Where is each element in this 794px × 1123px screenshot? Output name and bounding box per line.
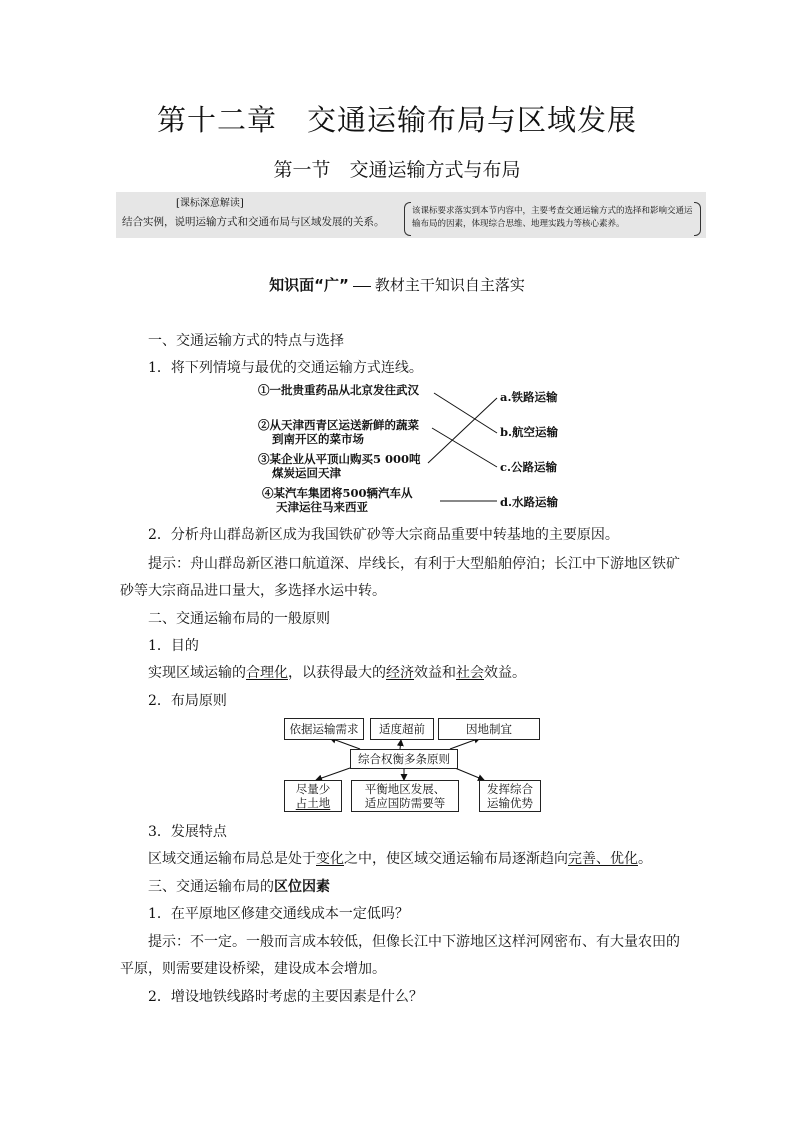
part2-subheading-2: 2．布局原则 bbox=[148, 693, 227, 709]
part1-question-1: 1．将下列情境与最优的交通运输方式连线。 bbox=[148, 360, 423, 376]
knowledge-header-rest: 教材主干知识自主落实 bbox=[374, 276, 525, 294]
matching-left-item: ①一批贵重药品从北京发往武汉 bbox=[258, 383, 419, 397]
section-title: 第一节 交通运输方式与布局 bbox=[273, 159, 521, 181]
matching-right-item: d.水路运输 bbox=[500, 495, 559, 509]
part1-hint-line-2: 砂等大宗商品进口量大，多选择水运中转。 bbox=[120, 583, 386, 599]
part2-heading: 二、交通运输布局的一般原则 bbox=[148, 611, 330, 627]
blank-answer: 完善、优化 bbox=[568, 851, 638, 867]
principle-box: 因地制宜 bbox=[438, 718, 540, 740]
chapter-title: 第十二章 交通运输布局与区域发展 bbox=[156, 103, 637, 137]
principle-box: 发挥综合 运输优势 bbox=[479, 780, 541, 812]
part3-heading: 三、交通运输布局的区位因素 bbox=[148, 879, 330, 895]
part3-question-2: 2．增设地铁线路时考虑的主要因素是什么？ bbox=[148, 989, 423, 1005]
principle-box: 依据运输需求 bbox=[284, 718, 364, 740]
principle-box: 尽量少 占土地 bbox=[284, 780, 342, 812]
part2-subheading-3: 3．发展特点 bbox=[148, 824, 227, 840]
part3-question-1: 1．在平原地区修建交通线成本一定低吗？ bbox=[148, 906, 409, 922]
standard-tag: [课标深意解读] bbox=[176, 198, 244, 209]
knowledge-header-bold: 知识面“广” bbox=[269, 276, 349, 294]
standard-text: 结合实例，说明运输方式和交通布局与区域发展的关系。 bbox=[122, 216, 385, 228]
matching-left-item: ④某汽车集团将500辆汽车从 天津运往马来西亚 bbox=[262, 486, 413, 514]
matching-right-item: b.航空运输 bbox=[500, 425, 559, 439]
principle-box: 平衡地区发展、 适应国防需要等 bbox=[351, 780, 459, 812]
principle-box: 适度超前 bbox=[370, 718, 434, 740]
blank-answer: 合理化 bbox=[246, 665, 288, 681]
part1-hint-line-1: 提示：舟山群岛新区港口航道深、岸线长，有利于大型船舶停泊；长江中下游地区铁矿 bbox=[148, 556, 680, 572]
blank-answer: 经济 bbox=[386, 665, 414, 681]
matching-left-item: ③某企业从平顶山购买5 000吨 煤炭运回天津 bbox=[258, 452, 421, 480]
principle-center-box: 综合权衡多条原则 bbox=[350, 749, 458, 769]
part3-hint-line-2: 平原，则需要建设桥梁，建设成本会增加。 bbox=[120, 961, 386, 977]
part1-question-2: 2．分析舟山群岛新区成为我国铁矿砂等大宗商品重要中转基地的主要原因。 bbox=[148, 527, 619, 543]
part2-feature: 区域交通运输布局总是处于变化之中，使区域交通运输布局逐渐趋向完善、优化。 bbox=[148, 851, 652, 867]
matching-left-item: ②从天津西青区运送新鲜的蔬菜 到南开区的菜市场 bbox=[258, 418, 419, 446]
blank-answer: 变化 bbox=[316, 851, 344, 867]
part2-subheading-1: 1．目的 bbox=[148, 638, 199, 654]
matching-right-item: c.公路运输 bbox=[500, 460, 558, 474]
part1-heading: 一、交通运输方式的特点与选择 bbox=[148, 333, 344, 349]
blank-answer: 社会 bbox=[456, 665, 484, 681]
standard-note: 该课标要求落实到本节内容中，主要考查交通运输方式的选择和影响交通运输布局的因素，体现综合思维、地理实践力等核心素养。 bbox=[412, 206, 693, 229]
part3-hint-line-1: 提示：不一定。一般而言成本较低，但像长江中下游地区这样河网密布、有大量农田的 bbox=[148, 934, 680, 950]
matching-right-item: a.铁路运输 bbox=[500, 390, 558, 404]
part2-purpose: 实现区域运输的合理化，以获得最大的经济效益和社会效益。 bbox=[148, 665, 526, 681]
